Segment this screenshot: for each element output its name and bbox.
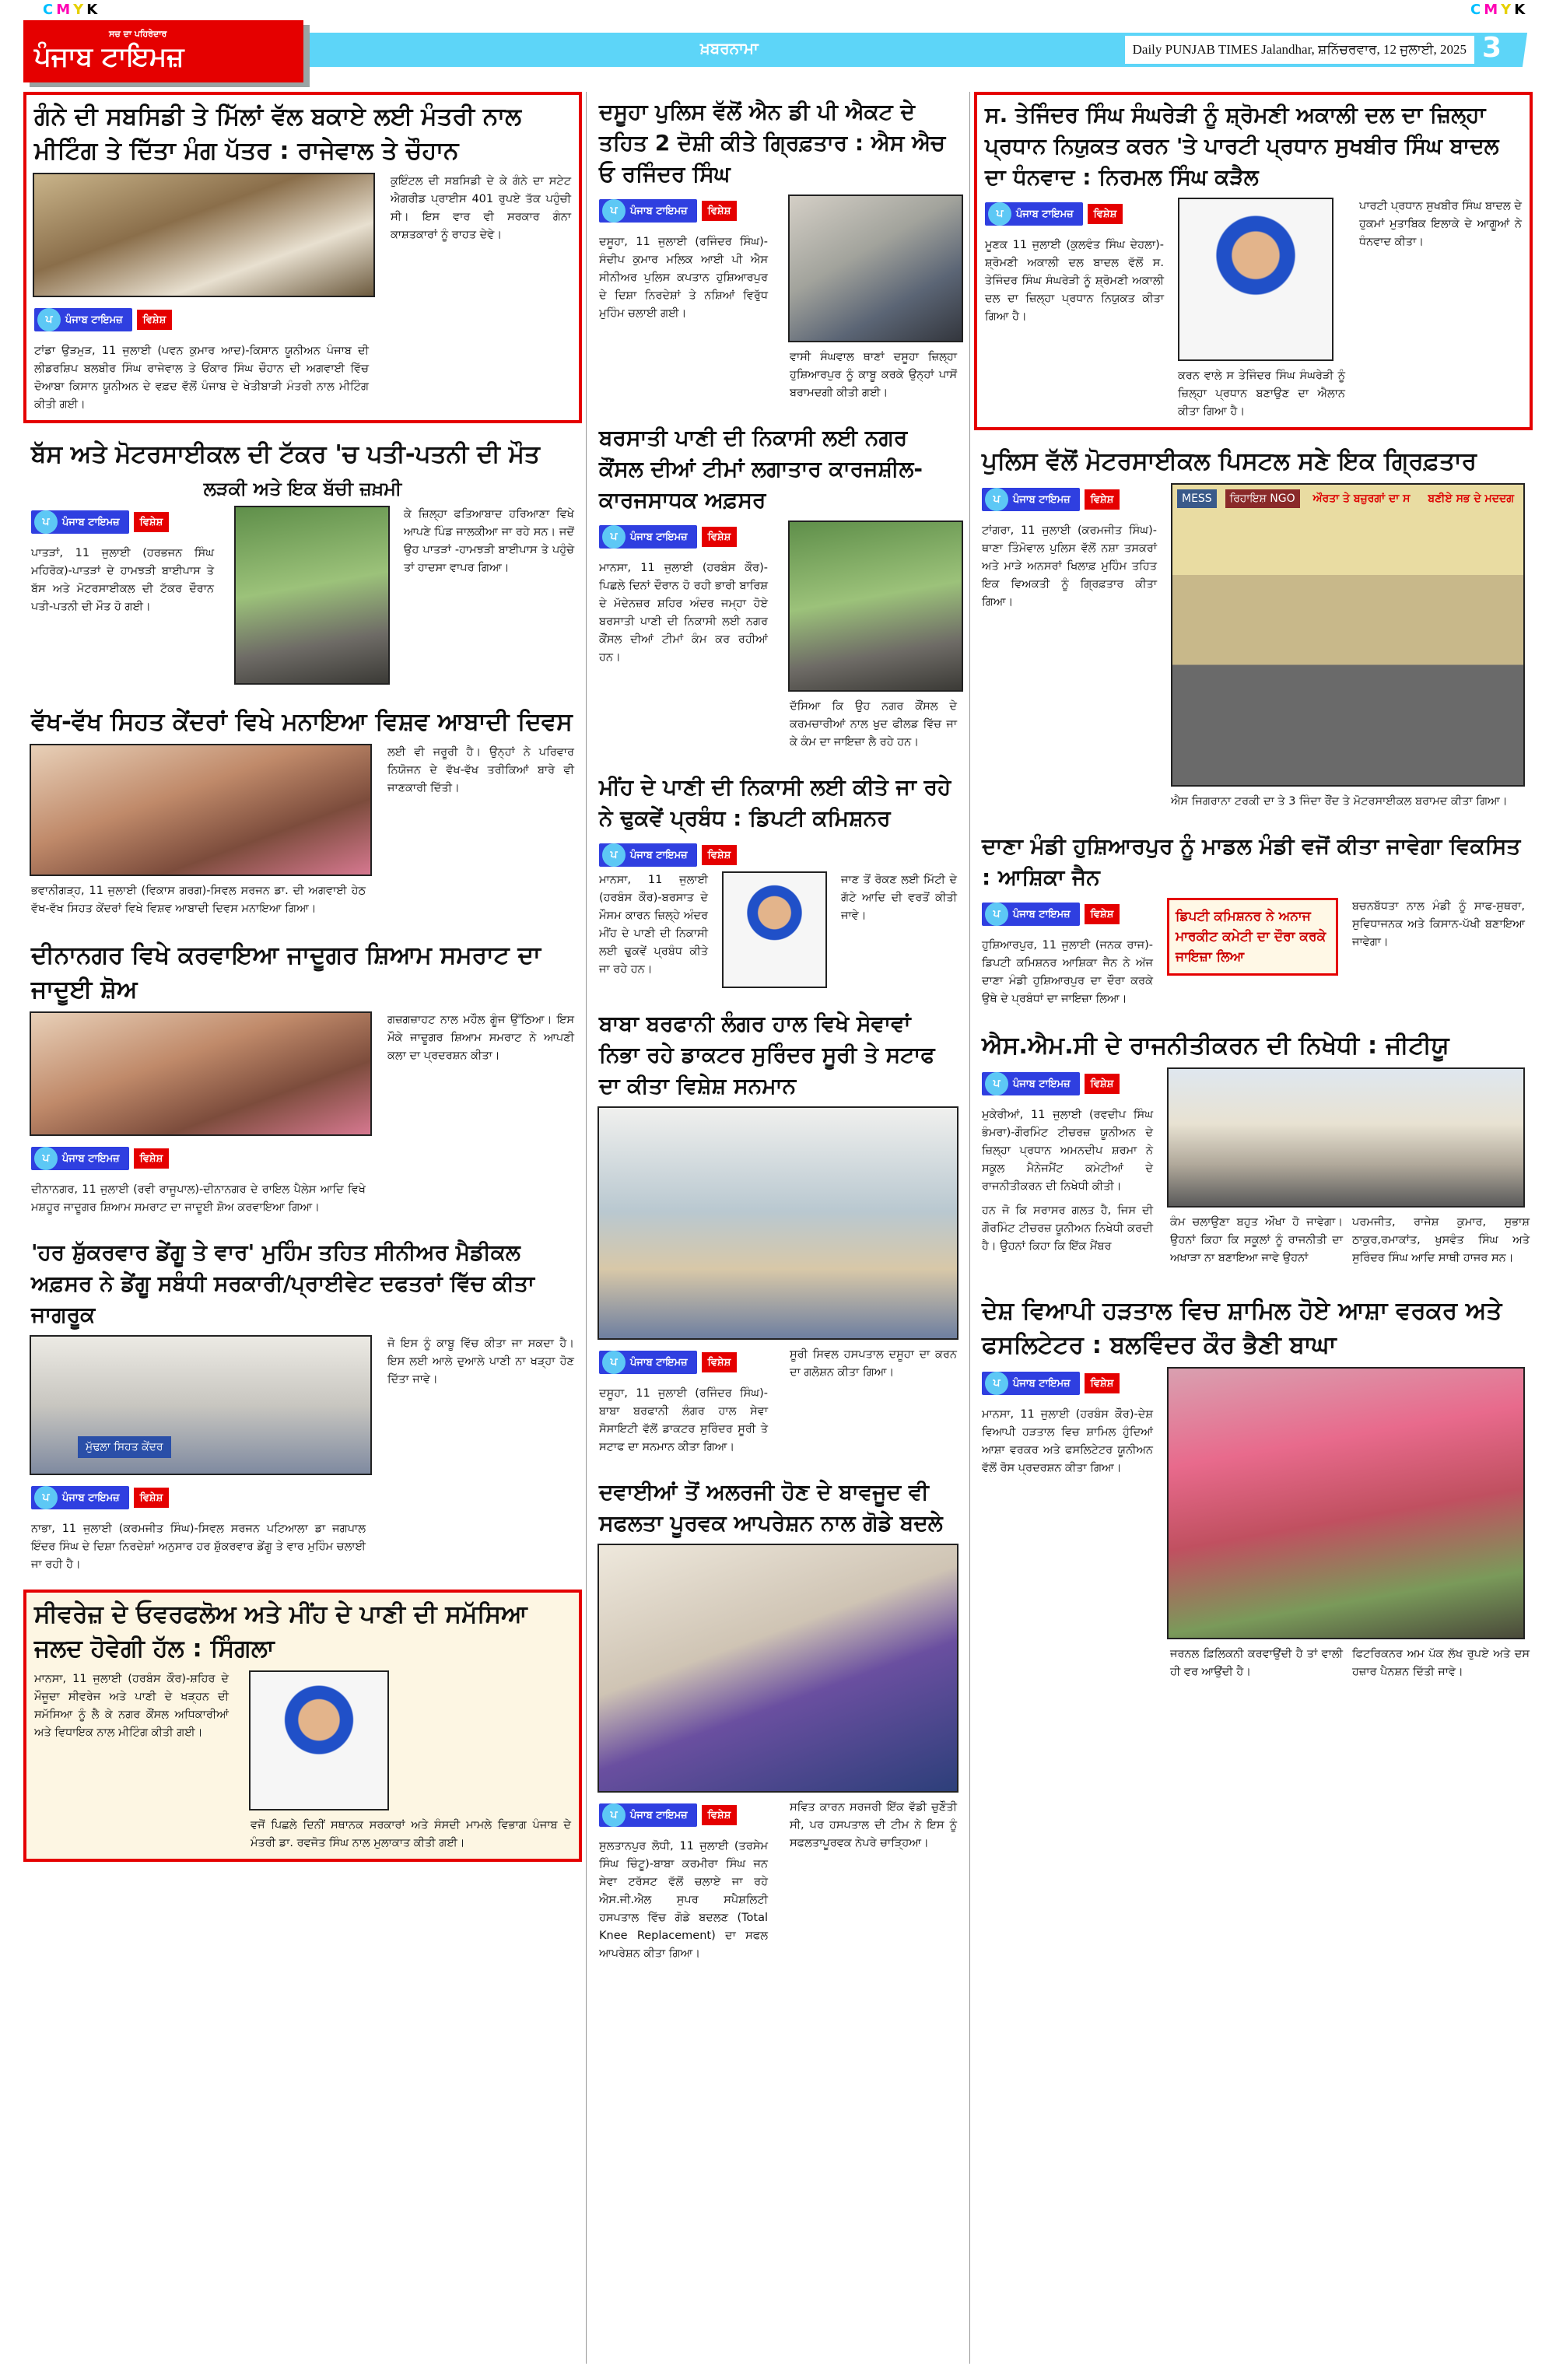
photo-sign: ਬਣੀਏ ਸਭ ਦੇ ਮਦਦਗ (1428, 492, 1514, 505)
article-text: ਪਾਰਟੀ ਪ੍ਰਧਾਨ ਸੁਖਬੀਰ ਸਿੰਘ ਬਾਦਲ ਦੇ ਹੁਕਮਾਂ ਮੁਤਾਬਿਕ ਇਲਾਕੇ ਦੇ ਆਗੂਆਂ ਨੇ ਧੰਨਵਾਦ ਕੀਤਾ। (1359, 200, 1522, 248)
subheadline: ਲੜਕੀ ਅਤੇ ਇਕ ਬੱਚੀ ਜ਼ਖ਼ਮੀ (203, 478, 402, 499)
headline: ਦੇਸ਼ ਵਿਆਪੀ ਹੜਤਾਲ ਵਿਚ ਸ਼ਾਮਿਲ ਹੋਏ ਆਸ਼ਾ ਵਰਕਰ ਅਤੇ ਫਸਲਿਟੇਟਰ : ਬਲਵਿੰਦਰ ਕੌਰ ਭੈਣੀ ਬਾਘਾ (982, 1297, 1502, 1359)
article-text: ਕੰਮ ਚਲਾਉਣਾ ਬਹੁਤ ਔਖਾ ਹੋ ਜਾਵੇਗਾ। ਉਹਨਾਂ ਕਿਹਾ ਕਿ ਸਕੂਲਾਂ ਨੂੰ ਰਾਜਨੀਤੀ ਦਾ ਅਖਾੜਾ ਨਾ ਬਣਾਇਆ ਜਾਵੇ ਉਹਨਾਂ (1170, 1216, 1343, 1264)
headline: ਦੀਨਾਨਗਰ ਵਿਖੇ ਕਰਵਾਇਆ ਜਾਦੂਗਰ ਸ਼ਿਆਮ ਸਮਰਾਟ ਦਾ ਜਾਦੂਈ ਸ਼ੋਅ (31, 941, 541, 1004)
article-dc-rain (591, 767, 965, 994)
headline: ਵੱਖ-ਵੱਖ ਸਿਹਤ ਕੇਂਦਰਾਂ ਵਿਖੇ ਮਨਾਇਆ ਵਿਸ਼ਵ ਆਬਾਦੀ ਦਿਵਸ (31, 708, 573, 736)
logo-icon: ਪ (985, 1372, 1008, 1395)
article-bus-accident (23, 433, 582, 691)
article-text: ਸਵਿਤ ਕਾਰਨ ਸਰਜਰੀ ਇੱਕ ਵੱਡੀ ਚੁਣੌਤੀ ਸੀ, ਪਰ ਹਸਪਤਾਲ ਦੀ ਟੀਮ ਨੇ ਇਸ ਨੂੰ ਸਫਲਤਾਪੂਰਵਕ ਨੇਪਰੇ ਚਾੜ੍ਹਿਆ। (790, 1801, 957, 1849)
brand-badge: ਪ ਪੰਜਾਬ ਟਾਇਮਜ਼ ਵਿਸ਼ੇਸ਼ (599, 843, 957, 867)
logo-icon: ਪ (34, 1486, 58, 1509)
photo-honour-ceremony (598, 1106, 958, 1340)
logo-icon: ਪ (602, 1803, 626, 1827)
column-divider (586, 92, 587, 2364)
logo-icon: ਪ (602, 199, 626, 223)
photo-deputy-commissioner (722, 871, 827, 988)
headline: ਦਸੂਹਾ ਪੁਲਿਸ ਵੱਲੋਂ ਐਨ ਡੀ ਪੀ ਐਕਟ ਦੇ ਤਹਿਤ 2 ਦੋਸ਼ੀ ਕੀਤੇ ਗ੍ਰਿਫ਼ਤਾਰ : ਐਸ ਐਚ ਓ ਰਜਿੰਦਰ ਸਿੰਘ (599, 99, 946, 187)
article-text: ਟਾਂਡਾ ਉੜਮੁੜ, 11 ਜੁਲਾਈ (ਪਵਨ ਕੁਮਾਰ ਆਦ)-ਕਿਸਾਨ ਯੂਨੀਅਨ ਪੰਜਾਬ ਦੀ ਲੀਡਰਸ਼ਿਪ ਬਲਬੀਰ ਸਿੰਘ ਰਾਜੇਵਾਲ ਤੇ ਓਂਕਾਰ ਸਿੰਘ ਚੌਹਾਨ ਦੀ ਅਗਵਾਈ ਵਿੱਚ ਦੋਆਬਾ ਕਿਸਾਨ ਯੂਨੀਅਨ ਦੇ ਵਫ਼ਦ ਵੱਲੋਂ ਪੰਜਾਬ ਦੇ ਖੇਤੀਬਾੜੀ ਮੰਤਰੀ ਨਾਲ ਮੀਟਿੰਗ ਕੀਤੀ ਗਈ। (34, 345, 369, 411)
headline: ਦਾਣਾ ਮੰਡੀ ਹੁਸ਼ਿਆਰਪੁਰ ਨੂੰ ਮਾਡਲ ਮੰਡੀ ਵਜੋਂ ਕੀਤਾ ਜਾਵੇਗਾ ਵਿਕਸਿਤ : ਆਸ਼ਿਕਾ ਜੈਨ (982, 833, 1521, 890)
article-text: ਲਈ ਵੀ ਜਰੂਰੀ ਹੈ। ਉਨ੍ਹਾਂ ਨੇ ਪਰਿਵਾਰ ਨਿਯੋਜਨ ਦੇ ਵੱਖ-ਵੱਖ ਤਰੀਕਿਆਂ ਬਾਰੇ ਵੀ ਜਾਣਕਾਰੀ ਦਿੱਤੀ। (387, 746, 574, 794)
logo-icon: ਪ (602, 843, 626, 867)
photo-hospital-team (598, 1544, 958, 1793)
logo-icon: ਪ (985, 488, 1008, 511)
logo-tagline: ਸਚ ਦਾ ਪਹਿਰੇਦਾਰ (109, 29, 167, 39)
article-text: ਬਚਨਬੱਧਤਾ ਨਾਲ ਮੰਡੀ ਨੂੰ ਸਾਫ-ਸੁਥਰਾ, ਸੁਵਿਧਾਜਨਕ ਅਤੇ ਕਿਸਾਨ-ਪੱਖੀ ਬਣਾਇਆ ਜਾਵੇਗਾ। (1352, 900, 1525, 948)
article-text: ਮਾਨਸਾ, 11 ਜੁਲਾਈ (ਹਰਬੰਸ ਕੌਰ)-ਬਰਸਾਤ ਦੇ ਮੌਸਮ ਕਾਰਨ ਜ਼ਿਲ੍ਹੇ ਅੰਦਰ ਮੀਂਹ ਦੇ ਪਾਣੀ ਦੀ ਨਿਕਾਸੀ ਲਈ ਢੁਕਵੇਂ ਪ੍ਰਬੰਧ ਕੀਤੇ ਜਾ ਰਹੇ ਹਨ। (599, 874, 708, 976)
headline: ਬਰਸਾਤੀ ਪਾਣੀ ਦੀ ਨਿਕਾਸੀ ਲਈ ਨਗਰ ਕੌਂਸਲ ਦੀਆਂ ਟੀਮਾਂ ਲਗਾਤਾਰ ਕਾਰਜਸ਼ੀਲ-ਕਾਰਜਸਾਧਕ ਅਫ਼ਸਰ (599, 425, 923, 513)
logo-icon: ਪ (985, 903, 1008, 926)
article-text: ਕੇ ਜ਼ਿਲ੍ਹਾ ਫਤਿਆਬਾਦ ਹਰਿਆਣਾ ਵਿਖੇ ਆਪਣੇ ਪਿੰਡ ਜਾਲਕੀਆ ਜਾ ਰਹੇ ਸਨ। ਜਦੋਂ ਉਹ ਪਾਤੜਾਂ -ਹਾਮਝੜੀ ਬਾਈਪਾਸ ਤੇ ਪਹੁੰਚੇ ਤਾਂ ਹਾਦਸਾ ਵਾਪਰ ਗਿਆ। (404, 508, 574, 574)
article-text: ਮੂਣਕ 11 ਜੁਲਾਈ (ਕੁਲਵੰਤ ਸਿੰਘ ਦੇਹਲਾ)-ਸ਼੍ਰੋਮਣੀ ਅਕਾਲੀ ਦਲ ਬਾਦਲ ਵੱਲੋਂ ਸ. ਤੇਜਿੰਦਰ ਸਿੰਘ ਸੰਘਰੇੜੀ ਨੂੰ ਸ਼੍ਰੋਮਣੀ ਅਕਾਲੀ ਦਲ ਦਾ ਜ਼ਿਲ੍ਹਾ ਪ੍ਰਧਾਨ ਨਿਯੁਕਤ ਕੀਤਾ ਗਿਆ ਹੈ। (985, 239, 1164, 323)
photo-health-centre (30, 1335, 372, 1475)
photo-teachers-union (1167, 1067, 1525, 1208)
headline: ਮੀਂਹ ਦੇ ਪਾਣੀ ਦੀ ਨਿਕਾਸੀ ਲਈ ਕੀਤੇ ਜਾ ਰਹੇ ਨੇ ਢੁਕਵੇਂ ਪ੍ਰਬੰਧ : ਡਿਪਟੀ ਕਮਿਸ਼ਨਰ (599, 774, 951, 831)
article-text: ਮੁਕੇਰੀਆਂ, 11 ਜੁਲਾਈ (ਰਵਦੀਪ ਸਿੰਘ ਭੰਮਰਾ)-ਗੌਰਮਿੰਟ ਟੀਚਰਜ਼ ਯੂਨੀਅਨ ਦੇ ਜ਼ਿਲ੍ਹਾ ਪ੍ਰਧਾਨ ਅਮਨਦੀਪ ਸ਼ਰਮਾ ਨੇ ਸਕੂਲ ਮੈਨੇਜਮੈਂਟ ਕਮੇਟੀਆਂ ਦੇ ਰਾਜਨੀਤੀਕਰਨ ਦੀ ਨਿਖੇਧੀ ਕੀਤੀ। (982, 1109, 1153, 1193)
article-text: ਪਰਮਜੀਤ, ਰਾਜੇਸ਼ ਕੁਮਾਰ, ਸੁਭਾਸ਼ ਠਾਕੁਰ,ਰਮਾਕਾਂਤ, ਖੁਸਵੰਤ ਸਿੰਘ ਅਤੇ ਸੁਰਿੰਦਰ ਸਿੰਘ ਆਦਿ ਸਾਥੀ ਹਾਜਰ ਸਨ। (1352, 1216, 1530, 1264)
article-text: ਪਾਤੜਾਂ, 11 ਜੁਲਾਈ (ਹਰਭਜਨ ਸਿੰਘ ਮਹਿਰੋਕ)-ਪਾਤੜਾਂ ਦੇ ਹਾਮਝੜੀ ਬਾਈਪਾਸ ਤੇ ਬੱਸ ਅਤੇ ਮੋਟਰਸਾਈਕਲ ਦੀ ਟੱਕਰ ਦੌਰਾਨ ਪਤੀ-ਪਤਨੀ ਦੀ ਮੌਤ ਹੋ ਗਈ। (31, 547, 214, 613)
article-asha-strike (974, 1289, 1533, 1694)
article-grain-market (974, 826, 1533, 1015)
brand-badge: ਪ ਪੰਜਾਬ ਟਾਇਮਜ਼ ਵਿਸ਼ੇਸ਼ (985, 202, 1164, 226)
article-ganne (23, 92, 582, 423)
photo-sign: MESS (1177, 489, 1217, 508)
cmyk-marks-left: CMYK (43, 2, 101, 18)
article-text: ਭਵਾਨੀਗੜ੍ਹ, 11 ਜੁਲਾਈ (ਵਿਕਾਸ ਗਰਗ)-ਸਿਵਲ ਸਰਜਨ ਡਾ. ਦੀ ਅਗਵਾਈ ਹੇਠ ਵੱਖ-ਵੱਖ ਸਿਹਤ ਕੇਂਦਰਾਂ ਵਿਖੇ ਵਿਸ਼ਵ ਆਬਾਦੀ ਦਿਵਸ ਮਨਾਇਆ ਗਿਆ। (31, 885, 366, 915)
headline: ਦਵਾਈਆਂ ਤੋਂ ਅਲਰਜੀ ਹੋਣ ਦੇ ਬਾਵਜੂਦ ਵੀ ਸਫਲਤਾ ਪੂਰਵਕ ਆਪਰੇਸ਼ਨ ਨਾਲ ਗੋਡੇ ਬਦਲੇ (599, 1479, 943, 1536)
logo-icon: ਪ (602, 1351, 626, 1374)
article-text: ਸੁਲਤਾਨਪੁਰ ਲੋਧੀ, 11 ਜੁਲਾਈ (ਤਰਸੇਮ ਸਿੰਘ ਚਿੰਟੂ)-ਬਾਬਾ ਕਰਮੀਰਾ ਸਿੰਘ ਜਨ ਸੇਵਾ ਟਰੱਸਟ ਵੱਲੋਂ ਚਲਾਏ ਜਾ ਰਹੇ ਐਸ.ਜੀ.ਐਲ ਸੁਪਰ ਸਪੈਸ਼ਲਿਟੀ ਹਸਪਤਾਲ ਵਿੱਚ ਗੋਡੇ ਬਦਲਣ (Total Knee Replacement) ਦਾ ਸਫਲ ਆਪਰੇਸ਼ਨ ਕੀਤਾ ਗਿਆ। (599, 1840, 768, 1960)
article-text: ਹਨ ਜੋ ਕਿ ਸਰਾਸਰ ਗਲਤ ਹੈ, ਜਿਸ ਦੀ ਗੌਰਮਿੰਟ ਟੀਚਰਜ਼ ਯੂਨੀਅਨ ਨਿਖੇਧੀ ਕਰਦੀ ਹੈ। ਉਹਨਾਂ ਕਿਹਾ ਕਿ ਇੱਕ ਮੈਂਬਰ (982, 1204, 1153, 1253)
article-knee-replacement (591, 1472, 965, 1969)
brand-badge: ਪ ਪੰਜਾਬ ਟਾਇਮਜ਼ ਵਿਸ਼ੇਸ਼ (599, 1803, 768, 1827)
article-text: ਮਾਨਸਾ, 11 ਜੁਲਾਈ (ਹਰਬੰਸ ਕੌਰ)-ਸ਼ਹਿਰ ਦੇ ਮੌਜੂਦਾ ਸੀਵਰੇਜ ਅਤੇ ਪਾਣੀ ਦੇ ਖੜ੍ਹਨ ਦੀ ਸਮੱਸਿਆ ਨੂੰ ਲੈ ਕੇ ਨਗਰ ਕੌਂਸਲ ਅਧਿਕਾਰੀਆਂ ਅਤੇ ਵਿਧਾਇਕ ਨਾਲ ਮੀਟਿੰਗ ਕੀਤੀ ਗਈ। (34, 1673, 229, 1739)
brand-badge: ਪ ਪੰਜਾਬ ਟਾਇਮਜ਼ ਵਿਸ਼ੇਸ਼ (31, 1147, 366, 1170)
article-text: ਸੂਰੀ ਸਿਵਲ ਹਸਪਤਾਲ ਦਸੂਹਾ ਦਾ ਕਰਨ ਦਾ ਗਲੋਸ਼ਨ ਕੀਤਾ ਗਿਆ। (790, 1348, 957, 1379)
headline: ਬਾਬਾ ਬਰਫਾਨੀ ਲੰਗਰ ਹਾਲ ਵਿਖੇ ਸੇਵਾਵਾਂ ਨਿਭਾ ਰਹੇ ਡਾਕਟਰ ਸੁਰਿੰਦਰ ਸੂਰੀ ਤੇ ਸਟਾਫ ਦਾ ਕੀਤਾ ਵਿਸ਼ੇਸ਼ ਸਨਮਾਨ (599, 1011, 935, 1099)
brand-badge: ਪ ਪੰਜਾਬ ਟਾਇਮਜ਼ ਵਿਸ਼ੇਸ਼ (982, 903, 1153, 926)
article-rainwater-council (591, 418, 965, 758)
health-centre-sign: ਮੁੱਢਲਾ ਸਿਹਤ ਕੇਂਦਰ (78, 1436, 171, 1458)
logo-icon: ਪ (602, 525, 626, 549)
article-text: ਦਸੂਹਾ, 11 ਜੁਲਾਈ (ਰਜਿੰਦਰ ਸਿੰਘ)-ਸੰਦੀਪ ਕੁਮਾਰ ਮਲਿਕ ਆਈ ਪੀ ਐਸ ਸੀਨੀਅਰ ਪੁਲਿਸ ਕਪਤਾਨ ਹੁਸ਼ਿਆਰਪੁਰ ਦੇ ਦਿਸ਼ਾ ਨਿਰਦੇਸ਼ਾਂ ਤੇ ਨਸ਼ਿਆਂ ਵਿਰੁੱਧ ਮੁਹਿੰਮ ਚਲਾਈ ਗਈ। (599, 236, 768, 320)
brand-badge: ਪ ਪੰਜਾਬ ਟਾਇਮਜ਼ ਵਿਸ਼ੇਸ਼ (982, 488, 1157, 511)
headline: ਪੁਲਿਸ ਵੱਲੋਂ ਮੋਟਰਸਾਈਕਲ ਪਿਸਟਲ ਸਣੇ ਇਕ ਗ੍ਰਿਫ਼ਤਾਰ (982, 447, 1477, 475)
photo-sign: ਰਿਹਾਇਸ਼ NGO (1225, 489, 1300, 508)
article-smc (974, 1024, 1533, 1280)
article-text: ਜਰਨਲ ਫ਼ਿਲਿਕਨੀ ਕਰਵਾਉਂਦੀ ਹੈ ਤਾਂ ਵਾਲੀ ਹੀ ਵਰ ਆਉਂਦੀ ਹੈ। (1170, 1648, 1343, 1678)
cmyk-marks-right: CMYK (1470, 2, 1529, 18)
article-text: ਦੱਸਿਆ ਕਿ ਉਹ ਨਗਰ ਕੌਂਸਲ ਦੇ ਕਰਮਚਾਰੀਆਂ ਨਾਲ ਖੁਦ ਫੀਲਡ ਵਿੱਚ ਜਾ ਕੇ ਕੰਮ ਦਾ ਜਾਇਜ਼ਾ ਲੈ ਰਹੇ ਹਨ। (790, 700, 957, 748)
logo-icon: ਪ (985, 1072, 1008, 1095)
logo-icon: ਪ (34, 1147, 58, 1170)
article-magic-show (23, 934, 582, 1223)
article-doctor-honour (591, 1004, 965, 1463)
photo-caption: ਕਰਨ ਵਾਲੇ ਸ ਤੇਜਿੰਦਰ ਸਿੰਘ ਸੰਘਰੇੜੀ ਨੂੰ ਜ਼ਿਲ੍ਹਾ ਪ੍ਰਧਾਨ ਬਣਾਉਣ ਦਾ ਐਲਾਨ ਕੀਤਾ ਗਿਆ ਹੈ। (1178, 370, 1345, 418)
article-text: ਮਾਨਸਾ, 11 ਜੁਲਾਈ (ਹਰਬੰਸ ਕੌਰ)-ਪਿਛਲੇ ਦਿਨਾਂ ਦੌਰਾਨ ਹੋ ਰਹੀ ਭਾਰੀ ਬਾਰਿਸ਼ ਦੇ ਮੱਦੇਨਜ਼ਰ ਸ਼ਹਿਰ ਅੰਦਰ ਜਮ੍ਹਾ ਹੋਏ ਬਰਸਾਤੀ ਪਾਣੀ ਦੀ ਨਿਕਾਸੀ ਲਈ ਨਗਰ ਕੌਂਸਲ ਦੀਆਂ ਟੀਮਾਂ ਕੰਮ ਕਰ ਰਹੀਆਂ ਹਨ। (599, 562, 768, 664)
headline: ਬੱਸ ਅਤੇ ਮੋਟਰਸਾਈਕਲ ਦੀ ਟੱਕਰ 'ਚ ਪਤੀ-ਪਤਨੀ ਦੀ ਮੌਤ (31, 440, 540, 468)
column-divider (969, 92, 970, 2364)
newspaper-logo (23, 20, 303, 82)
headline: 'ਹਰ ਸ਼ੁੱਕਰਵਾਰ ਡੇਂਗੂ ਤੇ ਵਾਰ' ਮੁਹਿੰਮ ਤਹਿਤ ਸੀਨੀਅਰ ਮੈਡੀਕਲ ਅਫ਼ਸਰ ਨੇ ਡੇਂਗੂ ਸਬੰਧੀ ਸਰਕਾਰੀ/ਪ੍ਰਾਈਵੇਟ ਦਫਤਰਾਂ ਵਿੱਚ ਕੀਤਾ ਜਾਗਰੂਕ (31, 1239, 534, 1327)
article-population-day (23, 700, 582, 924)
brand-badge: ਪ ਪੰਜਾਬ ਟਾਇਮਜ਼ ਵਿਸ਼ੇਸ਼ (31, 510, 214, 534)
photo-caption: ਐਸ ਜਿਗਰਾਨਾ ਟਰਕੀ ਦਾ ਤੇ 3 ਜਿੰਦਾ ਰੌਂਦ ਤੇ ਮੋਟਰਸਾਈਕਲ ਬਰਾਮਦ ਕੀਤਾ ਗਿਆ। (1171, 795, 1508, 808)
photo-sign: ਔਰਤਾ ਤੇ ਬਜ਼ੁਰਗਾਂ ਦਾ ਸ (1312, 492, 1411, 505)
article-text: ਜਾਣ ਤੋਂ ਰੋਕਣ ਲਈ ਮਿੱਟੀ ਦੇ ਗੱਟੇ ਆਦਿ ਦੀ ਵਰਤੋਂ ਕੀਤੀ ਜਾਵੇ। (841, 874, 957, 922)
article-text: ਵਜੋਂ ਪਿਛਲੇ ਦਿਨੀਂ ਸਥਾਨਕ ਸਰਕਾਰਾਂ ਅਤੇ ਸੰਸਦੀ ਮਾਮਲੇ ਵਿਭਾਗ ਪੰਜਾਬ ਦੇ ਮੰਤਰੀ ਡਾ. ਰਵਜੋਤ ਸਿੰਘ ਨਾਲ ਮੁਲਾਕਾਤ ਕੀਤੀ ਗਈ। (251, 1819, 571, 1849)
article-text: ਦੀਨਾਨਗਰ, 11 ਜੁਲਾਈ (ਰਵੀ ਰਾਜੂਪਾਲ)-ਦੀਨਾਨਗਰ ਦੇ ਰਾਇਲ ਪੈਲੇਸ ਆਦਿ ਵਿਖੇ ਮਸ਼ਹੂਰ ਜਾਦੂਗਰ ਸ਼ਿਆਮ ਸਮਰਾਟ ਦਾ ਜਾਦੂਈ ਸ਼ੋਅ ਕਰਵਾਇਆ ਗਿਆ। (31, 1183, 366, 1214)
highlight-quote-box: ਡਿਪਟੀ ਕਮਿਸ਼ਨਰ ਨੇ ਅਨਾਜ ਮਾਰਕੀਟ ਕਮੇਟੀ ਦਾ ਦੌਰਾ ਕਰਕੇ ਜਾਇਜ਼ਾ ਲਿਆ (1167, 898, 1338, 976)
logo-icon: ਪ (34, 510, 58, 534)
photo-accident (234, 506, 390, 685)
article-text: ਕੁਇੰਟਲ ਦੀ ਸਬਸਿਡੀ ਦੇ ਕੇ ਗੰਨੇ ਦਾ ਸਟੇਟ ਐਗਰੀਡ ਪ੍ਰਾਈਸ 401 ਰੁਪਏ ਤੱਕ ਪਹੁੰਚੀ ਸੀ। ਇਸ ਵਾਰ ਵੀ ਸਰਕਾਰ ਗੰਨਾ ਕਾਸ਼ਤਕਾਰਾਂ ਨੂੰ ਰਾਹਤ ਦੇਵੇ। (391, 175, 571, 241)
photo-drainage-work (788, 521, 963, 692)
logo-icon: ਪ (988, 202, 1011, 226)
photo-police-station (1171, 483, 1525, 787)
article-text: ਮਾਨਸਾ, 11 ਜੁਲਾਈ (ਹਰਬੰਸ ਕੌਰ)-ਦੇਸ਼ ਵਿਆਪੀ ਹੜਤਾਲ ਵਿਚ ਸ਼ਾਮਿਲ ਹੁੰਦਿਆਂ ਆਸ਼ਾ ਵਰਕਰ ਅਤੇ ਫਸਲਿਟੇਟਰ ਯੂਨੀਅਨ ਵੱਲੋਂ ਰੋਸ ਪ੍ਰਦਰਸ਼ਨ ਕੀਤਾ ਗਿਆ। (982, 1408, 1153, 1474)
article-sewerage (23, 1590, 582, 1862)
headline: ਸ. ਤੇਜਿੰਦਰ ਸਿੰਘ ਸੰਘਰੇੜੀ ਨੂੰ ਸ਼੍ਰੋਮਣੀ ਅਕਾਲੀ ਦਲ ਦਾ ਜ਼ਿਲ੍ਹਾ ਪ੍ਰਧਾਨ ਨਿਯੁਕਤ ਕਰਨ 'ਤੇ ਪਾਰਟੀ ਪ੍ਰਧਾਨ ਸੁਖਬੀਰ ਸਿੰਘ ਬਾਦਲ ਦਾ ਧੰਨਵਾਦ : ਨਿਰਮਲ ਸਿੰਘ ਕੜੈਲ (985, 102, 1499, 190)
article-text: ਵਾਸੀ ਸੰਘਵਾਲ ਥਾਣਾਂ ਦਸੂਹਾ ਜ਼ਿਲ੍ਹਾ ਹੁਸ਼ਿਆਰਪੁਰ ਨੂੰ ਕਾਬੂ ਕਰਕੇ ਉਨ੍ਹਾਂ ਪਾਸੋਂ ਬਰਾਮਦਗੀ ਕੀਤੀ ਗਈ। (790, 351, 957, 399)
brand-badge: ਪ ਪੰਜਾਬ ਟਾਇਮਜ਼ ਵਿਸ਼ੇਸ਼ (599, 1351, 768, 1374)
headline: ਸੀਵਰੇਜ਼ ਦੇ ਓਵਰਫਲੋਅ ਅਤੇ ਮੀਂਹ ਦੇ ਪਾਣੀ ਦੀ ਸਮੱਸਿਆ ਜਲਦ ਹੋਵੇਗੀ ਹੱਲ : ਸਿੰਗਲਾ (34, 1600, 527, 1663)
photo-portrait (1178, 198, 1333, 361)
photo-police-arrest (788, 195, 963, 342)
left-column (23, 92, 582, 1862)
photo-portrait (249, 1670, 389, 1810)
article-dengue (23, 1232, 582, 1580)
photo-magic-show (30, 1011, 372, 1136)
article-text: ਹੁਸ਼ਿਆਰਪੁਰ, 11 ਜੁਲਾਈ (ਜਨਕ ਰਾਜ)-ਡਿਪਟੀ ਕਮਿਸ਼ਨਰ ਆਸ਼ਿਕਾ ਜੈਨ ਨੇ ਅੱਜ ਦਾਣਾ ਮੰਡੀ ਹੁਸ਼ਿਆਰਪੁਰ ਦਾ ਦੌਰਾ ਕਰਕੇ ਉਥੇ ਦੇ ਪ੍ਰਬੰਧਾਂ ਦਾ ਜਾਇਜ਼ਾ ਲਿਆ। (982, 939, 1153, 1005)
article-pistol-arrest (974, 440, 1533, 817)
article-text: ਗਜ਼ਗਜ਼ਾਹਟ ਨਾਲ ਮਹੌਲ ਗੂੰਜ ਉੱਠਿਆ। ਇਸ ਮੌਕੇ ਜਾਦੂਗਰ ਸ਼ਿਆਮ ਸਮਰਾਟ ਨੇ ਆਪਣੀ ਕਲਾ ਦਾ ਪ੍ਰਦਰਸ਼ਨ ਕੀਤਾ। (387, 1014, 574, 1062)
logo-icon: ਪ (37, 308, 61, 331)
photo-delegation (33, 173, 375, 297)
middle-column (591, 92, 965, 1969)
article-text: ਜੋ ਇਸ ਨੂੰ ਕਾਬੂ ਵਿੱਚ ਕੀਤਾ ਜਾ ਸਕਦਾ ਹੈ। ਇਸ ਲਈ ਆਲੇ ਦੁਆਲੇ ਪਾਣੀ ਨਾ ਖੜ੍ਹਾ ਹੋਣ ਦਿੱਤਾ ਜਾਵੇ। (387, 1337, 574, 1386)
article-text: ਫਿਟਰਿਕਨਰ ਅਮ ਪੱਕ ਲੱਖ ਰੁਪਏ ਅਤੇ ਦਸ ਹਜ਼ਾਰ ਪੈਨਸ਼ਨ ਦਿੱਤੀ ਜਾਵੇ। (1352, 1648, 1530, 1678)
brand-badge: ਪ ਪੰਜਾਬ ਟਾਇਮਜ਼ ਵਿਸ਼ੇਸ਼ (31, 1486, 366, 1509)
article-dasuya-police (591, 92, 965, 408)
photo-protest (1167, 1367, 1525, 1639)
photo-health-event (30, 744, 372, 876)
logo-text: ਪੰਜਾਬ ਟਾਇਮਜ਼ (34, 41, 184, 72)
article-akali-appointment (974, 92, 1533, 430)
brand-badge: ਪ ਪੰਜਾਬ ਟਾਇਮਜ਼ ਵਿਸ਼ੇਸ਼ (982, 1072, 1153, 1095)
right-column (974, 92, 1533, 1694)
brand-badge: ਪ ਪੰਜਾਬ ਟਾਇਮਜ਼ ਵਿਸ਼ੇਸ਼ (34, 308, 369, 331)
article-text: ਨਾਭਾ, 11 ਜੁਲਾਈ (ਕਰਮਜੀਤ ਸਿੰਘ)-ਸਿਵਲ ਸਰਜਨ ਪਟਿਆਲਾ ਡਾ ਜਗਪਾਲ ਇੰਦਰ ਸਿੰਘ ਦੇ ਦਿਸ਼ਾ ਨਿਰਦੇਸ਼ਾਂ ਅਨੁਸਾਰ ਹਰ ਸ਼ੁੱਕਰਵਾਰ ਡੇਂਗੂ ਤੇ ਵਾਰ ਮੁਹਿੰਮ ਚਲਾਈ ਜਾ ਰਹੀ ਹੈ। (31, 1523, 366, 1571)
brand-badge: ਪ ਪੰਜਾਬ ਟਾਇਮਜ਼ ਵਿਸ਼ੇਸ਼ (599, 525, 768, 549)
brand-badge: ਪ ਪੰਜਾਬ ਟਾਇਮਜ਼ ਵਿਸ਼ੇਸ਼ (599, 199, 768, 223)
article-text: ਦਸੂਹਾ, 11 ਜੁਲਾਈ (ਰਜਿੰਦਰ ਸਿੰਘ)-ਬਾਬਾ ਬਰਫਾਨੀ ਲੰਗਰ ਹਾਲ ਸੇਵਾ ਸੋਸਾਇਟੀ ਵੱਲੋਂ ਡਾਕਟਰ ਸੁਰਿੰਦਰ ਸੂਰੀ ਤੇ ਸਟਾਫ ਦਾ ਸਨਮਾਨ ਕੀਤਾ ਗਿਆ। (599, 1387, 768, 1453)
section-title: ਖ਼ਬਰਨਾਮਾ (700, 39, 759, 58)
headline: ਗੰਨੇ ਦੀ ਸਬਸਿਡੀ ਤੇ ਮਿੱਲਾਂ ਵੱਲ ਬਕਾਏ ਲਈ ਮੰਤਰੀ ਨਾਲ ਮੀਟਿੰਗ ਤੇ ਦਿੱਤਾ ਮੰਗ ਪੱਤਰ : ਰਾਜੇਵਾਲ ਤੇ ਚੌਹਾਨ (34, 103, 522, 165)
edition-date: Daily PUNJAB TIMES Jalandhar, ਸ਼ਨਿੱਚਰਵਾਰ, 12 ਜੁਲਾਈ, 2025 (1125, 36, 1474, 64)
brand-badge: ਪ ਪੰਜਾਬ ਟਾਇਮਜ਼ ਵਿਸ਼ੇਸ਼ (982, 1372, 1153, 1395)
article-text: ਟਾਂਗਰਾ, 11 ਜੁਲਾਈ (ਕਰਮਜੀਤ ਸਿੰਘ)-ਥਾਣਾ ਤਿੰਮੋਵਾਲ ਪੁਲਿਸ ਵੱਲੋਂ ਨਸ਼ਾ ਤਸਕਰਾਂ ਅਤੇ ਮਾੜੇ ਅਨਸਰਾਂ ਖਿਲਾਫ਼ ਮੁਹਿੰਮ ਤਹਿਤ ਇਕ ਵਿਅਕਤੀ ਨੂੰ ਗ੍ਰਿਫ਼ਤਾਰ ਕੀਤਾ ਗਿਆ। (982, 524, 1157, 608)
headline: ਐਸ.ਐਮ.ਸੀ ਦੇ ਰਾਜਨੀਤੀਕਰਨ ਦੀ ਨਿਖੇਧੀ : ਜੀਟੀਯੂ (982, 1032, 1449, 1060)
page-number: 3 (1482, 32, 1502, 64)
